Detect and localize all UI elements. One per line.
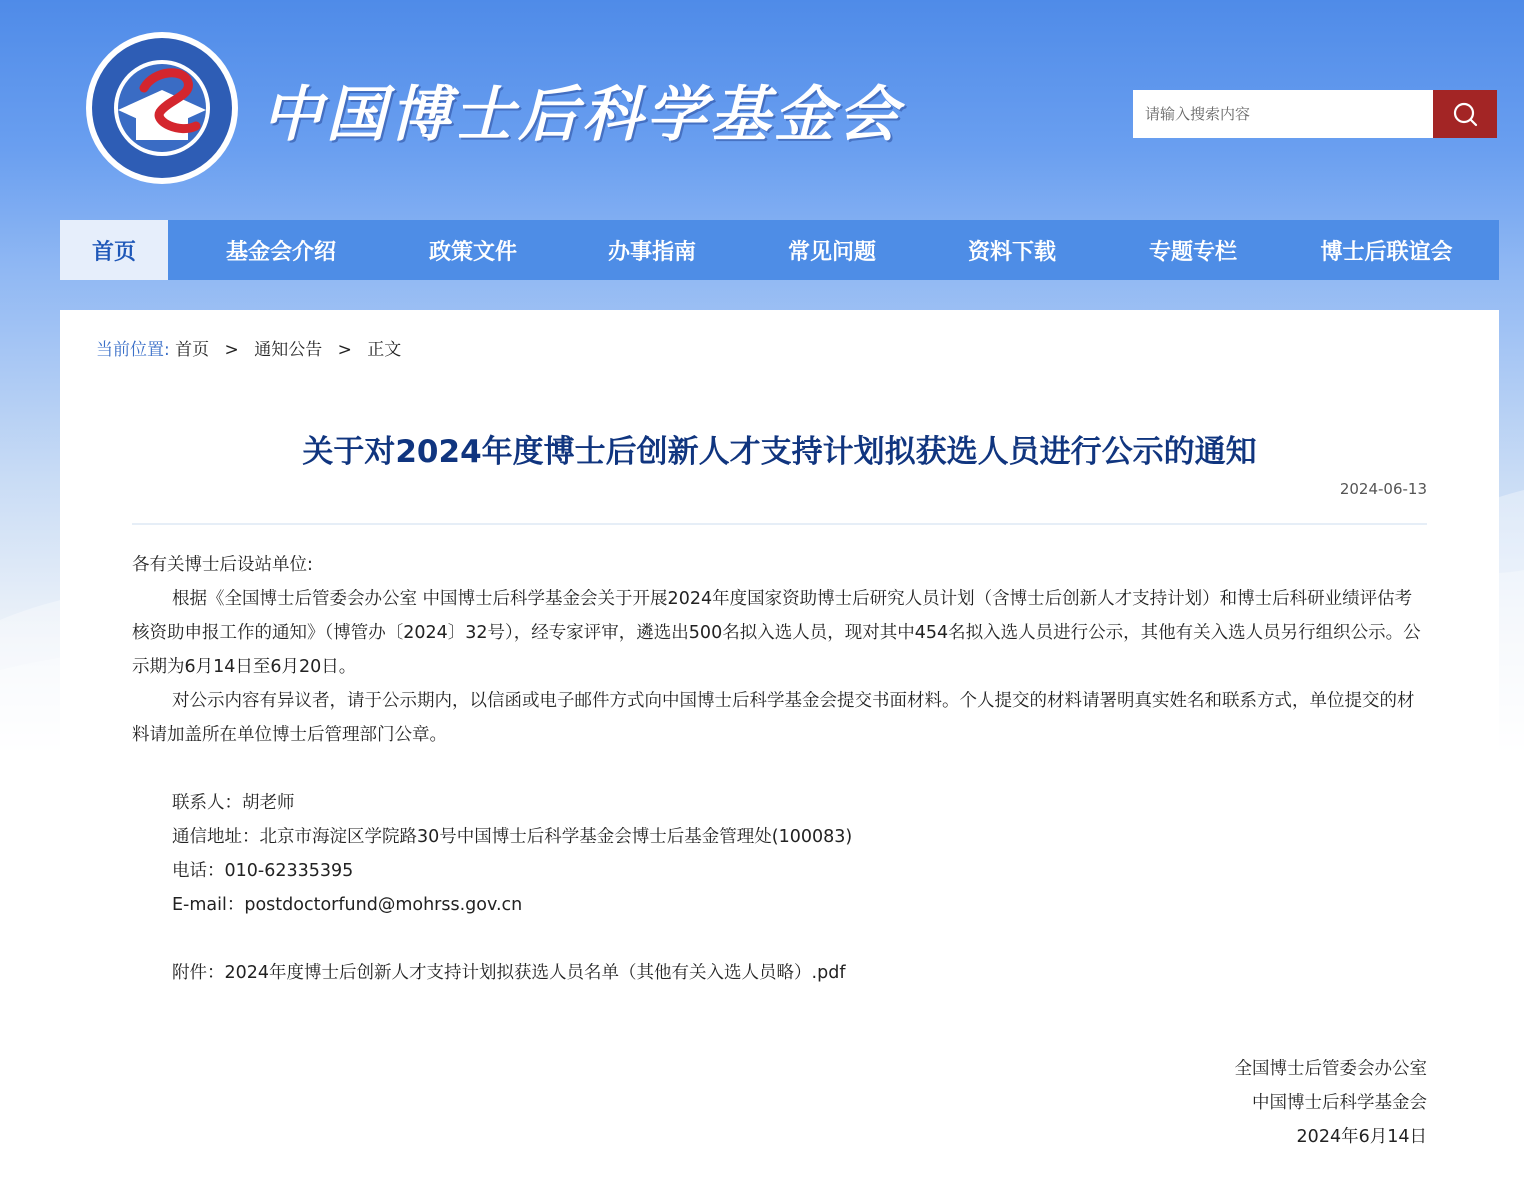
breadcrumb-separator: > [224,340,239,360]
contact-address: 通信地址：北京市海淀区学院路30号中国博士后科学基金会博士后基金管理处(100083) [172,827,853,847]
nav-item-downloads[interactable]: 资料下载 [967,239,1056,265]
article-date: 2024-06-13 [1339,480,1427,498]
search-icon [1452,101,1478,127]
site-logo[interactable] [84,30,240,186]
brand-title [262,60,902,160]
nav-item-topics[interactable]: 专题专栏 [1148,239,1237,265]
main-nav [60,220,1499,280]
contact-phone: 电话：010-62335395 [172,861,354,881]
divider [132,523,1427,525]
nav-item-about[interactable]: 基金会介绍 [225,239,336,265]
search-box [1133,90,1497,138]
nav-item-guide[interactable]: 办事指南 [607,239,696,265]
nav-item-home[interactable]: 首页 [60,220,168,280]
signature-date: 2024年6月14日 [1296,1127,1427,1147]
signature-block [1235,1052,1428,1154]
signature-line: 全国博士后管委会办公室 [1234,1059,1427,1079]
signature-line: 中国博士后科学基金会 [1252,1093,1427,1113]
search-button[interactable] [1433,90,1497,138]
article-title: 关于对2024年度博士后创新人才支持计划拟获选人员进行公示的通知 [302,434,1257,470]
contact-person: 联系人：胡老师 [172,793,295,813]
breadcrumb [96,335,401,360]
breadcrumb-current: 正文 [367,340,402,360]
search-input[interactable] [1133,90,1433,138]
article-card [60,310,1499,1182]
breadcrumb-label: 当前位置: [96,340,170,360]
breadcrumb-separator: > [337,340,352,360]
attachment-link[interactable]: 附件：2024年度博士后创新人才支持计划拟获选人员名单（其他有关入选人员略）.pdf [172,963,846,983]
breadcrumb-home[interactable]: 首页 [175,340,210,360]
salutation: 各有关博士后设站单位: [132,555,313,575]
brand-title-text: 中国博士后科学基金会 [262,80,902,150]
article-body [132,548,1427,990]
nav-item-alumni[interactable]: 博士后联谊会 [1320,239,1453,265]
body-paragraph: 根据《全国博士后管委会办公室 中国博士后科学基金会关于开展2024年度国家资助博士后研究人员计划（含博士后创新人才支持计划）和博士后科研业绩评估考核资助申报工作的通知》（博管办〔2024〕32号），经专家评审，遴选出500名拟入选人员，现对其中454名拟入选人员进行公示，其他有关入选人员另行组织公示。公示期为6月14日至6月20日。 [132,589,1421,677]
nav-item-faq[interactable]: 常见问题 [787,239,876,265]
contact-email: E-mail：postdoctorfund@mohrss.gov.cn [172,895,523,915]
body-paragraph: 对公示内容有异议者，请于公示期内，以信函或电子邮件方式向中国博士后科学基金会提交书面材料。个人提交的材料请署明真实姓名和联系方式，单位提交的材料请加盖所在单位博士后管理部门公章。 [132,691,1415,745]
breadcrumb-notices[interactable]: 通知公告 [254,340,323,360]
nav-item-policy[interactable]: 政策文件 [428,239,517,265]
